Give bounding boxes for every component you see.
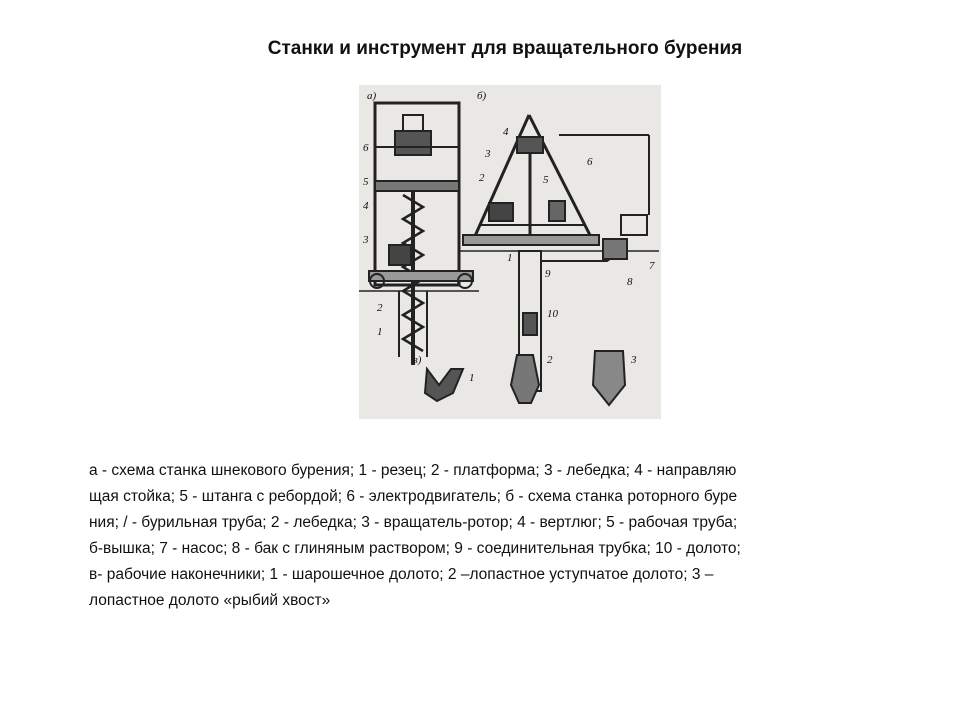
label-b-1: 1 — [507, 252, 513, 264]
bit-2-step-blade — [511, 355, 539, 403]
figure-drawing — [359, 85, 661, 419]
bit-3-fishtail — [593, 351, 625, 405]
rig-b-winch — [489, 203, 513, 221]
label-b-4: 4 — [503, 126, 509, 138]
label-b-6: 6 — [587, 156, 593, 168]
label-b-5: 5 — [543, 174, 549, 186]
caption-line: в- рабочие наконечники; 1 - шарошечное долото; 2 –лопастное уступчатое долото; 3 – — [89, 566, 714, 583]
rig-b-platform — [463, 235, 599, 245]
rig-a-crossbar — [375, 181, 459, 191]
figure-caption — [89, 458, 919, 614]
caption-line: лопастное долото «рыбий хвост» — [89, 592, 331, 609]
panel-label-a: а) — [367, 90, 377, 102]
caption-line: ния; / - бурильная труба; 2 - лебедка; 3 - вращатель-ротор; 4 - вертлюг; 5 - рабочая труба; — [89, 514, 738, 531]
rig-b-bit-10 — [523, 313, 537, 335]
rig-b-motor — [549, 201, 565, 221]
rig-b-swivel — [517, 137, 543, 153]
label-b-9: 9 — [545, 268, 551, 280]
label-c-2: 2 — [547, 354, 553, 366]
label-a-4: 4 — [363, 200, 369, 212]
bit-1-roller — [425, 369, 463, 401]
label-a-1: 1 — [377, 326, 383, 338]
caption-line: щая стойка; 5 - штанга с ребордой; 6 - электродвигатель; б - схема станка роторного буре — [89, 488, 738, 505]
rig-a-winch — [389, 245, 411, 265]
drilling-rigs-figure — [359, 85, 661, 419]
label-b-3: 3 — [485, 148, 491, 160]
panel-label-b: б) — [477, 90, 487, 102]
label-b-10: 10 — [547, 308, 558, 320]
label-b-7: 7 — [649, 260, 655, 272]
label-a-2: 2 — [377, 302, 383, 314]
label-b-2: 2 — [479, 172, 485, 184]
caption-line: б-вышка; 7 - насос; 8 - бак с глиняным раствором; 9 - соединительная трубка; 10 - долото; — [89, 540, 741, 557]
label-a-5: 5 — [363, 176, 369, 188]
rig-a-motor — [395, 131, 431, 155]
rig-a-head — [403, 115, 423, 131]
label-b-8: 8 — [627, 276, 633, 288]
slide-title: Станки и инструмент для вращательного бурения — [267, 38, 743, 59]
label-a-3: 3 — [363, 234, 369, 246]
label-c-1: 1 — [469, 372, 475, 384]
label-a-6: 6 — [363, 142, 369, 154]
caption-line: а - схема станка шнекового бурения; 1 - резец; 2 - платформа; 3 - лебедка; 4 - направляю — [89, 462, 737, 479]
panel-label-c: в) — [413, 354, 422, 366]
rig-b-pump — [621, 215, 647, 235]
label-c-3: 3 — [631, 354, 637, 366]
rig-b-mud-tank — [603, 239, 627, 259]
